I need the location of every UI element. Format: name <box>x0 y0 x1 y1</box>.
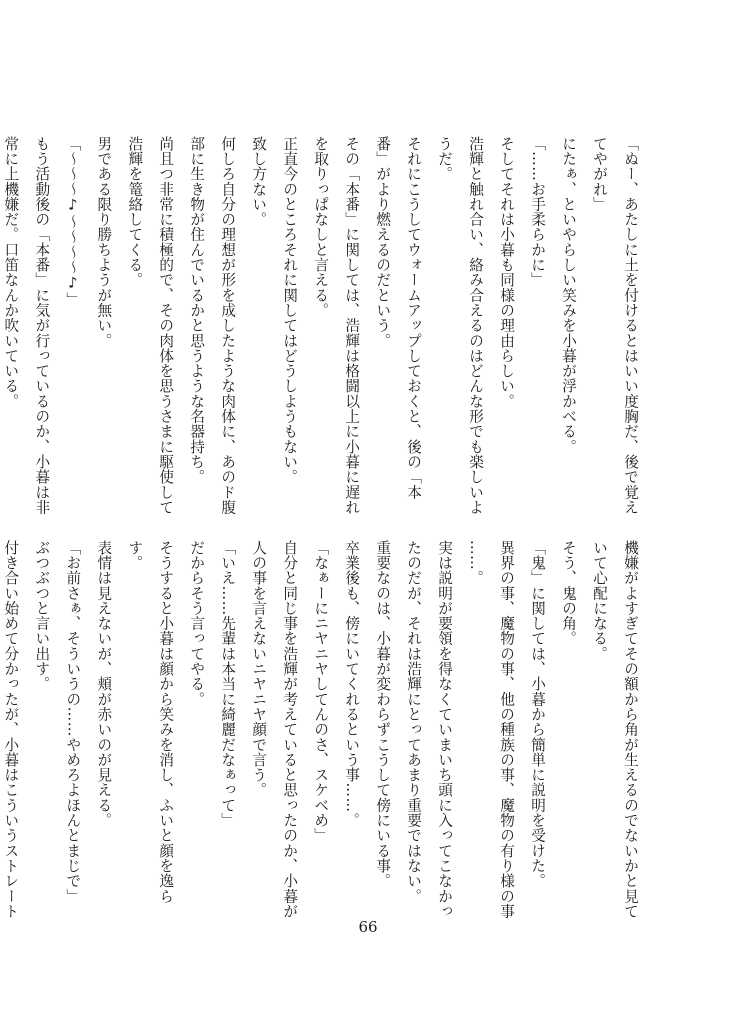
text-block-top <box>2 136 641 515</box>
text-line: 「なぁーにニヤニヤしてんのさ、スケベめ」 <box>312 540 330 843</box>
text-line: 浩輝と触れ合い、絡み合えるのはどんな形でも楽しいよ <box>467 136 485 515</box>
text-line: ぶつぶつと言い出す。 <box>33 540 51 692</box>
text-line: 尚且つ非常に積極的で、その肉体を思うさまに駆使して <box>157 136 175 515</box>
text-line: 致し方ない。 <box>250 136 268 227</box>
text-line: 異界の事、魔物の事、他の種族の事、魔物の有り様の事 <box>498 540 516 919</box>
text-line: たのだが、それは浩輝にとってあまり重要ではない。 <box>405 540 423 904</box>
text-line: いて心配になる。 <box>591 540 609 662</box>
text-line: 正直今のところそれに関してはどうしようもない。 <box>281 136 299 485</box>
text-line: 「……お手柔らかに」 <box>529 136 547 288</box>
text-line: それにこうしてウォームアップしておくと、後の「本 <box>405 136 423 500</box>
text-line: そうすると小暮は顔から笑みを消し、ふいと顔を逸ら <box>157 540 175 904</box>
text-line: 番」がより燃えるのだという。 <box>374 136 392 349</box>
text-line: 自分と同じ事を浩輝が考えていると思ったのか、小暮が <box>281 540 299 919</box>
text-line: にたぁ、といやらしい笑みを小暮が浮かべる。 <box>560 136 578 455</box>
text-line: 何しろ自分の理想が形を成したような肉体に、あのド腹 <box>219 136 237 515</box>
text-line: す。 <box>126 540 144 571</box>
text-line: うだ。 <box>436 136 454 182</box>
text-line: ……。 <box>467 540 485 586</box>
text-line: 機嫌がよすぎてその額から角が生えるのでないかと見て <box>622 540 639 919</box>
text-line: 部に生き物が住んでいるかと思うような名器持ち。 <box>188 136 206 485</box>
text-line: 「～～～♪～～～～♪」 <box>64 136 82 308</box>
text-line: 常に上機嫌だ。口笛なんか吹いている。 <box>2 136 20 409</box>
text-line: を取りっぱなしと言える。 <box>312 136 330 318</box>
text-line: 「お前さぁ、そういうの……やめろよほんとまじで」 <box>64 540 82 904</box>
text-line: 実は説明が要領を得なくていまいち頭に入ってこなかっ <box>436 540 454 919</box>
page-number: 66 <box>358 918 378 936</box>
text-line: そしてそれは小暮も同様の理由らしい。 <box>498 136 516 409</box>
text-line: 「ぬー、あたしに土を付けるとはいい度胸だ、後で覚え <box>622 136 639 515</box>
text-line: もう活動後の「本番」に気が行っているのか、小暮は非 <box>33 136 51 515</box>
text-line: 「鬼」に関しては、小暮から簡単に説明を受けた。 <box>529 540 547 889</box>
text-line: てやがれ」 <box>591 136 609 212</box>
text-line: だからそう言ってやる。 <box>188 540 206 707</box>
text-block-bottom <box>2 540 641 919</box>
text-line: 浩輝を篭絡してくる。 <box>126 136 144 288</box>
text-line: 表情は見えないが、頬が赤いのが見える。 <box>95 540 113 828</box>
text-line: その「本番」に関しては、浩輝は格闘以上に小暮に遅れ <box>343 136 361 515</box>
text-line: 「いえ……先輩は本当に綺麗だなぁって」 <box>219 540 237 828</box>
text-line: 重要なのは、小暮が変わらずこうして傍にいる事。 <box>374 540 392 889</box>
text-line: 卒業後も、傍にいてくれるという事……。 <box>343 540 361 828</box>
text-line: そう、鬼の角。 <box>560 540 578 647</box>
text-line: 男である限り勝ちようが無い。 <box>95 136 113 349</box>
text-line: 人の事を言えないニヤニヤ顔で言う。 <box>250 540 268 798</box>
text-line: 付き合い始めて分かったが、小暮はこういうストレート <box>2 540 20 919</box>
